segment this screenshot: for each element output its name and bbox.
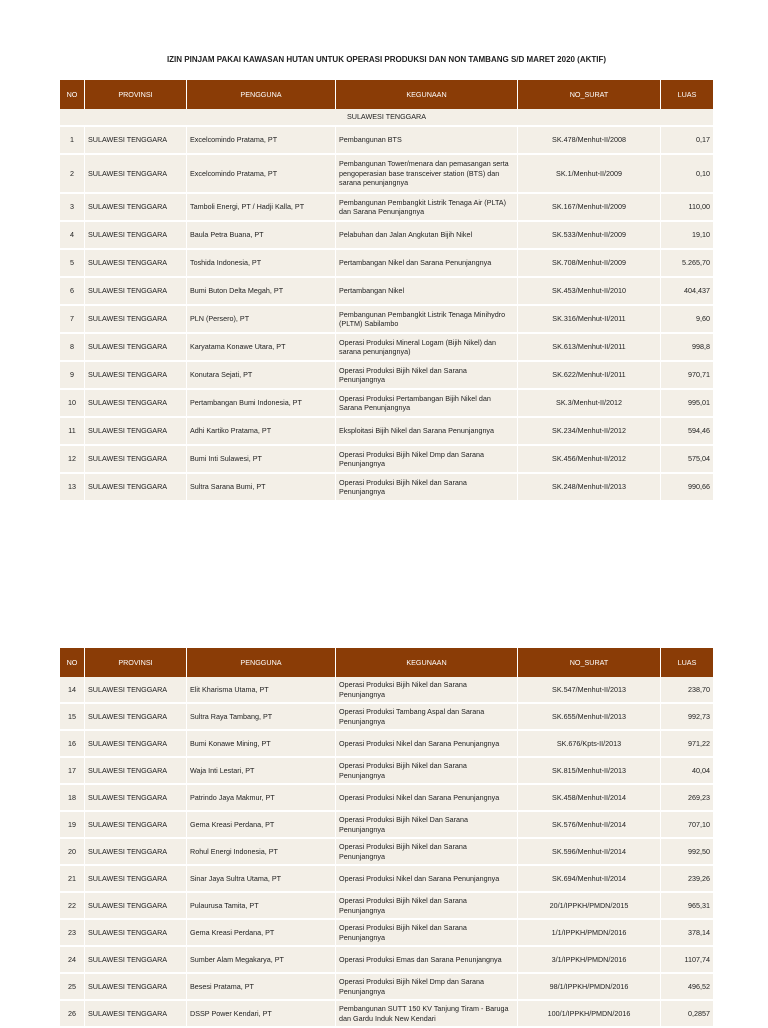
- header-no: NO: [60, 648, 85, 677]
- table-row: [60, 731, 713, 758]
- cell-provinsi: SULAWESI TENGGARA: [85, 758, 187, 785]
- cell-no: 10: [60, 390, 85, 418]
- cell-provinsi: SULAWESI TENGGARA: [85, 947, 187, 974]
- cell-pengguna: Baula Petra Buana, PT: [187, 222, 336, 250]
- table-row: [60, 785, 713, 812]
- cell-kegunaan: Operasi Produksi Bijih Nikel dan Sarana Penunjangnya: [336, 920, 518, 947]
- cell-luas: 19,10: [661, 222, 713, 250]
- table-row: [60, 155, 713, 194]
- cell-no: 20: [60, 839, 85, 866]
- cell-no-surat: SK.676/Kpts-II/2013: [518, 731, 661, 758]
- header-pengguna: PENGGUNA: [187, 80, 336, 109]
- page-title: IZIN PINJAM PAKAI KAWASAN HUTAN UNTUK OPERASI PRODUKSI DAN NON TAMBANG S/D MARET 2020 (AKTIF): [166, 55, 607, 64]
- cell-no-surat: 98/1/IPPKH/PMDN/2016: [518, 974, 661, 1001]
- cell-kegunaan: Operasi Produksi Tambang Aspal dan Sarana Penunjangnya: [336, 704, 518, 731]
- table-row: [60, 250, 713, 278]
- cell-luas: 998,8: [661, 334, 713, 362]
- cell-luas: 995,01: [661, 390, 713, 418]
- cell-no: 11: [60, 418, 85, 446]
- table-row: [60, 920, 713, 947]
- cell-no-surat: SK.708/Menhut-II/2009: [518, 250, 661, 278]
- table-row: [60, 866, 713, 893]
- cell-pengguna: Konutara Sejati, PT: [187, 362, 336, 390]
- cell-luas: 971,22: [661, 731, 713, 758]
- header-no: NO: [60, 80, 85, 109]
- table-header-row: [60, 648, 713, 677]
- cell-provinsi: SULAWESI TENGGARA: [85, 839, 187, 866]
- cell-pengguna: Pertambangan Bumi Indonesia, PT: [187, 390, 336, 418]
- cell-luas: 990,66: [661, 474, 713, 502]
- cell-provinsi: SULAWESI TENGGARA: [85, 731, 187, 758]
- cell-pengguna: Gema Kreasi Perdana, PT: [187, 920, 336, 947]
- cell-pengguna: Sultra Raya Tambang, PT: [187, 704, 336, 731]
- cell-provinsi: SULAWESI TENGGARA: [85, 893, 187, 920]
- table-row: [60, 306, 713, 334]
- cell-provinsi: SULAWESI TENGGARA: [85, 866, 187, 893]
- cell-provinsi: SULAWESI TENGGARA: [85, 362, 187, 390]
- cell-provinsi: SULAWESI TENGGARA: [85, 677, 187, 704]
- cell-luas: 239,26: [661, 866, 713, 893]
- cell-provinsi: SULAWESI TENGGARA: [85, 785, 187, 812]
- cell-luas: 0,2857: [661, 1001, 713, 1028]
- cell-luas: 110,00: [661, 194, 713, 222]
- cell-no: 24: [60, 947, 85, 974]
- cell-kegunaan: Operasi Produksi Pertambangan Bijih Nikel dan Sarana Penunjangnya: [336, 390, 518, 418]
- cell-no: 13: [60, 474, 85, 502]
- cell-kegunaan: Pertambangan Nikel dan Sarana Penunjangnya: [336, 250, 518, 278]
- cell-pengguna: Bumi Konawe Mining, PT: [187, 731, 336, 758]
- cell-kegunaan: Eksploitasi Bijih Nikel dan Sarana Penunjangnya: [336, 418, 518, 446]
- section-row: [60, 109, 713, 127]
- cell-no-surat: SK.533/Menhut-II/2009: [518, 222, 661, 250]
- cell-no: 22: [60, 893, 85, 920]
- table-row: [60, 418, 713, 446]
- cell-no-surat: SK.1/Menhut-II/2009: [518, 155, 661, 194]
- cell-luas: 496,52: [661, 974, 713, 1001]
- cell-luas: 594,46: [661, 418, 713, 446]
- cell-luas: 992,50: [661, 839, 713, 866]
- cell-no-surat: SK.456/Menhut-II/2012: [518, 446, 661, 474]
- cell-no: 14: [60, 677, 85, 704]
- cell-no-surat: SK.655/Menhut-II/2013: [518, 704, 661, 731]
- table-row: [60, 839, 713, 866]
- cell-no: 26: [60, 1001, 85, 1028]
- cell-provinsi: SULAWESI TENGGARA: [85, 194, 187, 222]
- cell-pengguna: Bumi Buton Delta Megah, PT: [187, 278, 336, 306]
- cell-luas: 9,60: [661, 306, 713, 334]
- cell-luas: 404,437: [661, 278, 713, 306]
- cell-no: 9: [60, 362, 85, 390]
- cell-provinsi: SULAWESI TENGGARA: [85, 812, 187, 839]
- cell-no-surat: SK.576/Menhut-II/2014: [518, 812, 661, 839]
- header-pengguna: PENGGUNA: [187, 648, 336, 677]
- cell-no: 23: [60, 920, 85, 947]
- cell-kegunaan: Operasi Produksi Bijih Nikel dan Sarana Penunjangnya: [336, 758, 518, 785]
- cell-kegunaan: Operasi Produksi Bijih Nikel dan Sarana Penunjangnya: [336, 893, 518, 920]
- cell-pengguna: Gema Kreasi Perdana, PT: [187, 812, 336, 839]
- cell-pengguna: Excelcomindo Pratama, PT: [187, 127, 336, 155]
- cell-luas: 238,70: [661, 677, 713, 704]
- cell-provinsi: SULAWESI TENGGARA: [85, 920, 187, 947]
- cell-pengguna: PLN (Persero), PT: [187, 306, 336, 334]
- cell-luas: 575,04: [661, 446, 713, 474]
- cell-no-surat: SK.248/Menhut-II/2013: [518, 474, 661, 502]
- cell-no: 6: [60, 278, 85, 306]
- cell-pengguna: Adhi Kartiko Pratama, PT: [187, 418, 336, 446]
- cell-pengguna: Sinar Jaya Sultra Utama, PT: [187, 866, 336, 893]
- cell-luas: 965,31: [661, 893, 713, 920]
- cell-no-surat: SK.3/Menhut-II/2012: [518, 390, 661, 418]
- cell-pengguna: Karyatama Konawe Utara, PT: [187, 334, 336, 362]
- cell-provinsi: SULAWESI TENGGARA: [85, 278, 187, 306]
- cell-kegunaan: Operasi Produksi Mineral Logam (Bijih Nikel) dan sarana penunjangnya): [336, 334, 518, 362]
- table-row: [60, 974, 713, 1001]
- table-row: [60, 704, 713, 731]
- permit-table-1: [60, 80, 713, 502]
- cell-provinsi: SULAWESI TENGGARA: [85, 127, 187, 155]
- cell-provinsi: SULAWESI TENGGARA: [85, 704, 187, 731]
- cell-no: 19: [60, 812, 85, 839]
- cell-no: 8: [60, 334, 85, 362]
- table-row: [60, 194, 713, 222]
- cell-luas: 992,73: [661, 704, 713, 731]
- cell-no-surat: 1/1/IPPKH/PMDN/2016: [518, 920, 661, 947]
- cell-kegunaan: Pembangunan BTS: [336, 127, 518, 155]
- cell-provinsi: SULAWESI TENGGARA: [85, 250, 187, 278]
- cell-pengguna: Sultra Sarana Bumi, PT: [187, 474, 336, 502]
- cell-no-surat: 100/1/IPPKH/PMDN/2016: [518, 1001, 661, 1028]
- cell-no: 16: [60, 731, 85, 758]
- cell-pengguna: Rohul Energi Indonesia, PT: [187, 839, 336, 866]
- cell-pengguna: Sumber Alam Megakarya, PT: [187, 947, 336, 974]
- header-luas: LUAS: [661, 648, 713, 677]
- cell-pengguna: Pulaurusa Tamita, PT: [187, 893, 336, 920]
- cell-provinsi: SULAWESI TENGGARA: [85, 306, 187, 334]
- table-row: [60, 390, 713, 418]
- cell-no-surat: SK.453/Menhut-II/2010: [518, 278, 661, 306]
- header-luas: LUAS: [661, 80, 713, 109]
- cell-kegunaan: Pertambangan Nikel: [336, 278, 518, 306]
- cell-no-surat: SK.316/Menhut-II/2011: [518, 306, 661, 334]
- cell-kegunaan: Pembangunan SUTT 150 KV Tanjung Tiram - Baruga dan Gardu Induk New Kendari: [336, 1001, 518, 1028]
- cell-luas: 0,17: [661, 127, 713, 155]
- table-row: [60, 127, 713, 155]
- cell-no: 7: [60, 306, 85, 334]
- cell-no-surat: SK.613/Menhut-II/2011: [518, 334, 661, 362]
- table-row: [60, 677, 713, 704]
- cell-kegunaan: Operasi Produksi Nikel dan Sarana Penunjangnya: [336, 731, 518, 758]
- cell-no-surat: SK.458/Menhut-II/2014: [518, 785, 661, 812]
- cell-pengguna: Waja Inti Lestari, PT: [187, 758, 336, 785]
- cell-no-surat: SK.622/Menhut-II/2011: [518, 362, 661, 390]
- table-row: [60, 758, 713, 785]
- cell-provinsi: SULAWESI TENGGARA: [85, 446, 187, 474]
- cell-kegunaan: Pembangunan Pembangkit Listrik Tenaga Minihydro (PLTM) Sabilambo: [336, 306, 518, 334]
- cell-kegunaan: Operasi Produksi Nikel dan Sarana Penunjangnya: [336, 866, 518, 893]
- cell-luas: 5.265,70: [661, 250, 713, 278]
- cell-provinsi: SULAWESI TENGGARA: [85, 390, 187, 418]
- header-kegunaan: KEGUNAAN: [336, 80, 518, 109]
- header-provinsi: PROVINSI: [85, 80, 187, 109]
- cell-kegunaan: Operasi Produksi Bijih Nikel dan Sarana Penunjangnya: [336, 677, 518, 704]
- table-row: [60, 278, 713, 306]
- table-row: [60, 947, 713, 974]
- cell-kegunaan: Operasi Produksi Bijih Nikel dan Sarana Penunjangnya: [336, 474, 518, 502]
- header-no-surat: NO_SURAT: [518, 80, 661, 109]
- cell-no-surat: SK.815/Menhut-II/2013: [518, 758, 661, 785]
- cell-pengguna: Toshida Indonesia, PT: [187, 250, 336, 278]
- cell-kegunaan: Pembangunan Tower/menara dan pemasangan serta pengoperasian base transceiver station (BTS) dan sarana penunjangnya: [336, 155, 518, 194]
- table-row: [60, 812, 713, 839]
- cell-no-surat: 3/1/IPPKH/PMDN/2016: [518, 947, 661, 974]
- cell-provinsi: SULAWESI TENGGARA: [85, 222, 187, 250]
- cell-luas: 40,04: [661, 758, 713, 785]
- cell-pengguna: Besesi Pratama, PT: [187, 974, 336, 1001]
- cell-provinsi: SULAWESI TENGGARA: [85, 974, 187, 1001]
- cell-kegunaan: Operasi Produksi Bijih Nikel dan Sarana Penunjangnya: [336, 839, 518, 866]
- header-no-surat: NO_SURAT: [518, 648, 661, 677]
- cell-no-surat: SK.596/Menhut-II/2014: [518, 839, 661, 866]
- cell-kegunaan: Pembangunan Pembangkit Listrik Tenaga Air (PLTA) dan Sarana Penunjangnya: [336, 194, 518, 222]
- cell-no: 25: [60, 974, 85, 1001]
- cell-no: 17: [60, 758, 85, 785]
- cell-no: 4: [60, 222, 85, 250]
- table-row: [60, 222, 713, 250]
- cell-kegunaan: Operasi Produksi Bijih Nikel Dan Sarana Penunjangnya: [336, 812, 518, 839]
- cell-kegunaan: Operasi Produksi Bijih Nikel Dmp dan Sarana Penunjangnya: [336, 974, 518, 1001]
- cell-kegunaan: Operasi Produksi Bijih Nikel dan Sarana Penunjangnya: [336, 362, 518, 390]
- table-row: [60, 334, 713, 362]
- section-label: SULAWESI TENGGARA: [60, 109, 713, 127]
- cell-no-surat: SK.167/Menhut-II/2009: [518, 194, 661, 222]
- cell-no: 15: [60, 704, 85, 731]
- table-row: [60, 446, 713, 474]
- cell-provinsi: SULAWESI TENGGARA: [85, 155, 187, 194]
- cell-no: 18: [60, 785, 85, 812]
- cell-no-surat: SK.234/Menhut-II/2012: [518, 418, 661, 446]
- cell-no: 5: [60, 250, 85, 278]
- cell-no: 1: [60, 127, 85, 155]
- cell-provinsi: SULAWESI TENGGARA: [85, 334, 187, 362]
- cell-pengguna: DSSP Power Kendari, PT: [187, 1001, 336, 1028]
- cell-luas: 970,71: [661, 362, 713, 390]
- cell-provinsi: SULAWESI TENGGARA: [85, 474, 187, 502]
- cell-kegunaan: Operasi Produksi Emas dan Sarana Penunjangnya: [336, 947, 518, 974]
- table-row: [60, 474, 713, 502]
- cell-luas: 378,14: [661, 920, 713, 947]
- cell-luas: 269,23: [661, 785, 713, 812]
- table-header-row: [60, 80, 713, 109]
- header-kegunaan: KEGUNAAN: [336, 648, 518, 677]
- cell-luas: 1107,74: [661, 947, 713, 974]
- cell-kegunaan: Operasi Produksi Bijih Nikel Dmp dan Sarana Penunjangnya: [336, 446, 518, 474]
- cell-no: 2: [60, 155, 85, 194]
- cell-no: 12: [60, 446, 85, 474]
- cell-kegunaan: Operasi Produksi Nikel dan Sarana Penunjangnya: [336, 785, 518, 812]
- cell-luas: 707,10: [661, 812, 713, 839]
- header-provinsi: PROVINSI: [85, 648, 187, 677]
- cell-no-surat: SK.694/Menhut-II/2014: [518, 866, 661, 893]
- table-row: [60, 893, 713, 920]
- table-row: [60, 362, 713, 390]
- cell-no: 3: [60, 194, 85, 222]
- cell-no-surat: SK.478/Menhut-II/2008: [518, 127, 661, 155]
- cell-pengguna: Excelcomindo Pratama, PT: [187, 155, 336, 194]
- cell-no-surat: SK.547/Menhut-II/2013: [518, 677, 661, 704]
- cell-provinsi: SULAWESI TENGGARA: [85, 418, 187, 446]
- cell-pengguna: Patrindo Jaya Makmur, PT: [187, 785, 336, 812]
- permit-table-2: [60, 648, 713, 1028]
- cell-no-surat: 20/1/IPPKH/PMDN/2015: [518, 893, 661, 920]
- cell-kegunaan: Pelabuhan dan Jalan Angkutan Bijih Nikel: [336, 222, 518, 250]
- cell-pengguna: Elit Kharisma Utama, PT: [187, 677, 336, 704]
- cell-pengguna: Bumi Inti Sulawesi, PT: [187, 446, 336, 474]
- cell-luas: 0,10: [661, 155, 713, 194]
- cell-pengguna: Tamboli Energi, PT / Hadji Kalla, PT: [187, 194, 336, 222]
- cell-no: 21: [60, 866, 85, 893]
- cell-provinsi: SULAWESI TENGGARA: [85, 1001, 187, 1028]
